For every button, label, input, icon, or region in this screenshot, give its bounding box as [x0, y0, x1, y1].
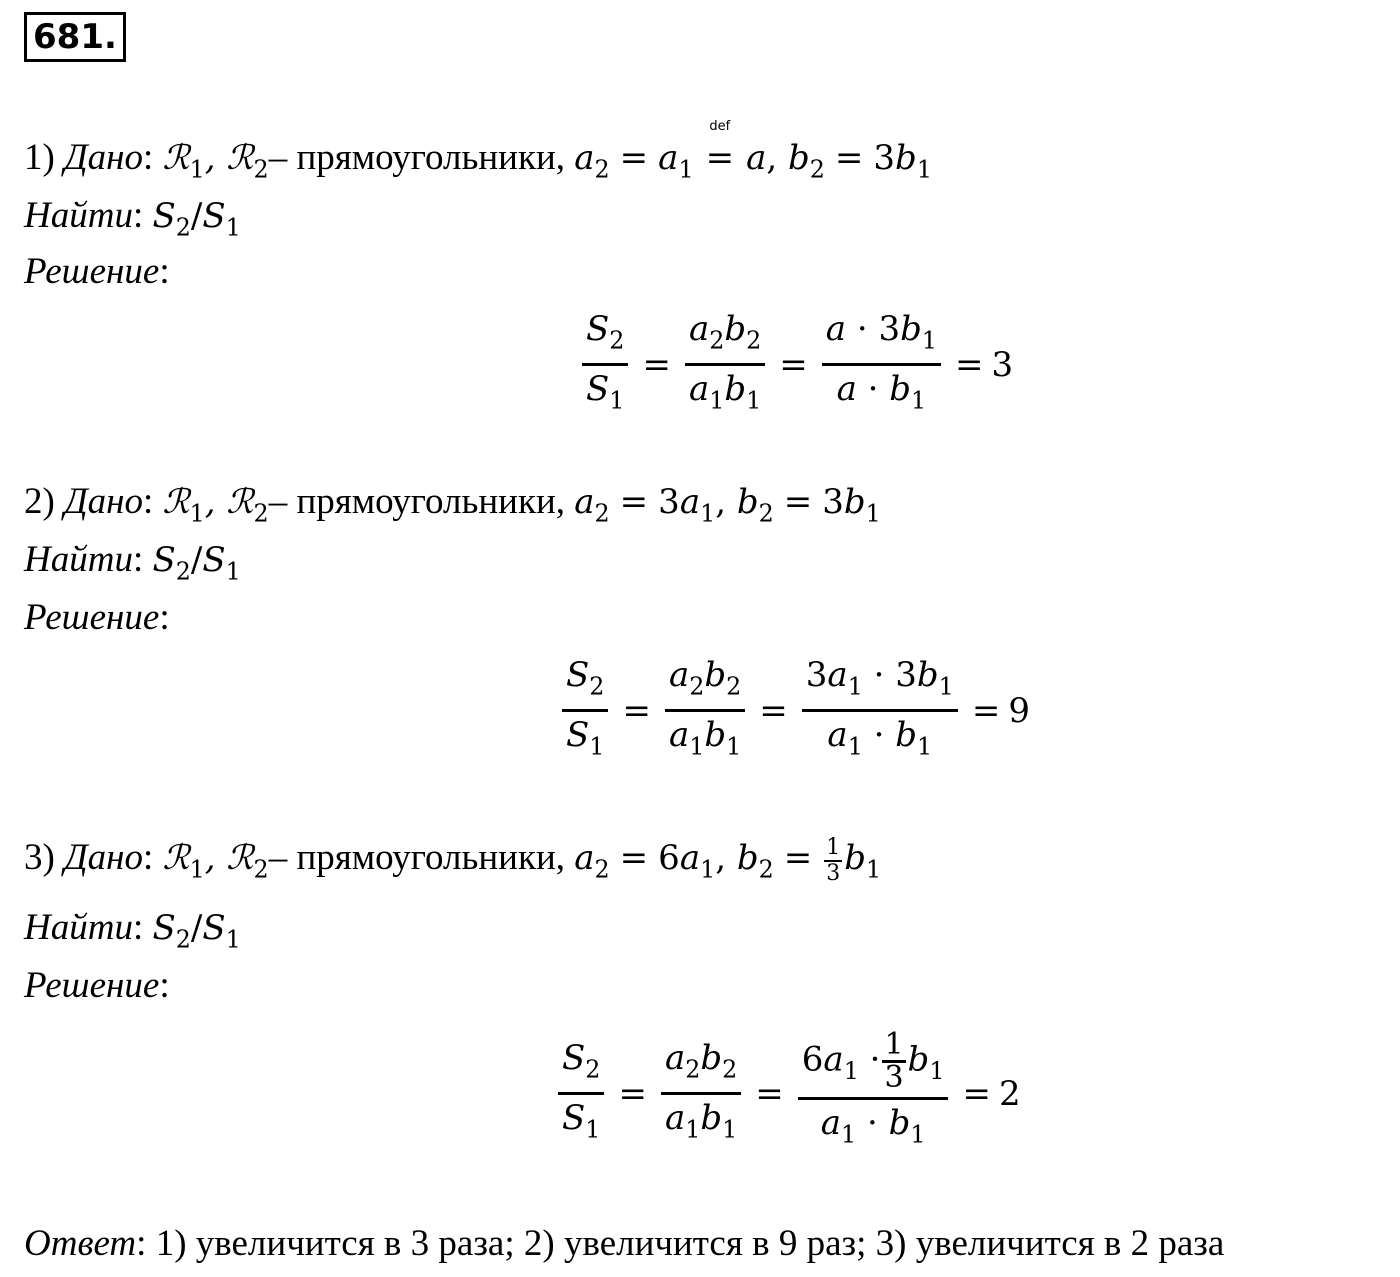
part3-solution-label: Решение: [24, 965, 160, 1006]
part2-solution-label: Решение: [24, 597, 160, 638]
answer-text: 1) увеличится в 3 раза; 2) увеличится в 9 раз; 3) увеличится в 2 раза: [155, 1223, 1225, 1264]
colon: :: [159, 965, 170, 1006]
colon: :: [142, 837, 154, 878]
colon: :: [132, 195, 144, 236]
answer-label: Ответ: [24, 1223, 137, 1264]
part1-find-line: Найти: $S_2/S_1$: [24, 195, 241, 242]
part3-find-line: Найти: $S_2/S_1$: [24, 907, 241, 954]
part3-solution-line: [24, 962, 170, 1010]
part2-find-label: Найти: [24, 539, 133, 580]
part3-given-line: 3) Дано: ℛ$_1$, ℛ$_2$– прямоугольники, $a_2 = 6a_1$, $b_2$ = $\frac{1}{3}$ $b_1$: [24, 834, 882, 886]
part3-result: 2: [998, 1073, 1021, 1114]
colon: :: [132, 907, 144, 948]
part2-rectangles-text: – прямоугольники,: [268, 481, 565, 522]
part1-solution-label: Решение: [24, 251, 160, 292]
part2-index: 2): [24, 481, 55, 522]
part3-rectangles-text: – прямоугольники,: [268, 837, 565, 878]
part3-index: 3): [24, 837, 55, 878]
part1-find-label: Найти: [24, 195, 133, 236]
colon: :: [142, 481, 154, 522]
colon: :: [159, 597, 170, 638]
answer-line: [24, 1220, 1224, 1268]
part3-given-label: Дано: [64, 837, 143, 878]
part2-solution-line: [24, 594, 170, 642]
part2-given-label: Дано: [64, 481, 143, 522]
part1-solution-line: [24, 248, 170, 296]
part2-result: 9: [1008, 690, 1030, 731]
colon: :: [159, 251, 170, 292]
part1-given-label: Дано: [64, 137, 143, 178]
def-label: def: [709, 119, 731, 134]
colon: :: [132, 539, 144, 580]
part1-equation: $\frac{S_2}{S_1}$ = $\frac{a_2b_2}{a_1b_1}$ = $\frac{a \cdot 3b_1}{a \cdot b_1}$ = 3: [576, 306, 1013, 424]
problem-number: 681.: [24, 12, 126, 62]
colon: :: [136, 1223, 147, 1264]
part3-find-label: Найти: [24, 907, 133, 948]
part2-find-line: Найти: $S_2/S_1$: [24, 539, 241, 586]
part1-result: 3: [991, 344, 1014, 385]
part1-index: 1): [24, 137, 55, 178]
colon: :: [142, 137, 154, 178]
part3-equation: $\frac{S_2}{S_1}$ = $\frac{a_2b_2}{a_1b_1}$ = $6a_1$ · $\frac{1}{3}$ $b_1$ $a_1 \cdot b_1$ = 2: [552, 1030, 1021, 1157]
part2-given-line: 2) Дано: ℛ$_1$, ℛ$_2$– прямоугольники, $a_2 = 3a_1$, $b_2 = 3b_1$: [24, 481, 881, 528]
part1-rectangles-text: – прямоугольники,: [268, 137, 565, 178]
part1-given-line: 1) Дано: ℛ$_1$, ℛ$_2$– прямоугольники, $a_2 = a_1$ def = a, $b_2 = 3b_1$: [24, 119, 932, 184]
part2-equation: $\frac{S_2}{S_1}$ = $\frac{a_2b_2}{a_1b_1}$ = $\frac{3a_1 \cdot 3b_1}{a_1 \cdot b_1}$ = 9: [556, 652, 1030, 770]
